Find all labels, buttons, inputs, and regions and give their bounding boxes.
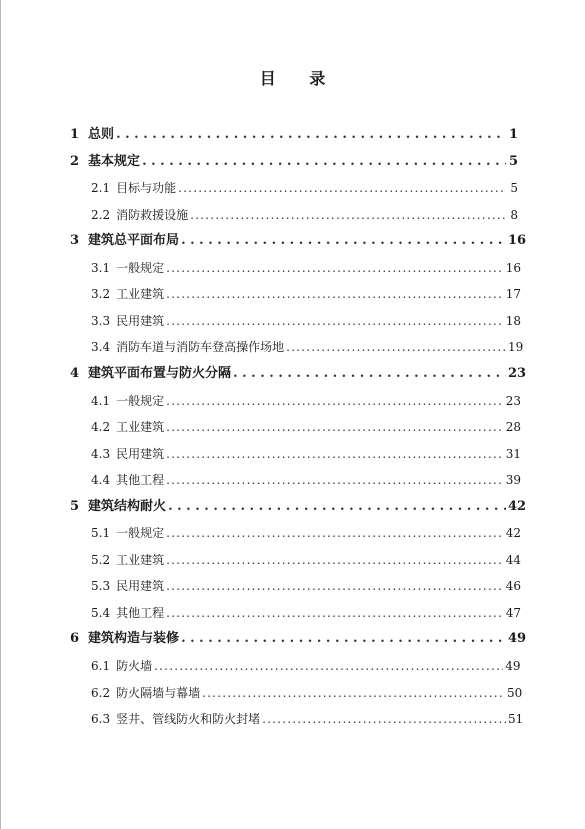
- dot-leader: [168, 497, 506, 517]
- entry-number: 4: [70, 365, 80, 381]
- entry-number: 5.3: [91, 579, 111, 594]
- entry-page-number: 49: [508, 631, 527, 647]
- toc-section-entry[interactable]: [91, 470, 521, 490]
- toc-section-entry[interactable]: [91, 523, 521, 543]
- entry-title: 防火隔墙与幕墙: [116, 685, 201, 700]
- toc-section-entry[interactable]: [91, 284, 521, 304]
- entry-page-number: 31: [505, 446, 521, 461]
- entry-number: 5.1: [91, 526, 111, 541]
- dot-leader: [233, 364, 506, 384]
- toc-title: 目 录: [259, 69, 340, 88]
- entry-title: 竖井、管线防火和防火封堵: [116, 712, 261, 727]
- dot-leader: [166, 576, 504, 596]
- dot-leader: [181, 231, 506, 251]
- dot-leader: [166, 311, 504, 331]
- entry-number: 3: [70, 233, 80, 249]
- entry-number: 4.3: [91, 446, 111, 461]
- entry-number: 4.2: [91, 420, 111, 435]
- entry-page-number: 23: [505, 393, 521, 408]
- entry-number: 1: [70, 127, 80, 142]
- dot-leader: [202, 683, 505, 703]
- entry-title: 消防救援设施: [116, 207, 189, 222]
- entry-number: 2.1: [91, 181, 111, 196]
- entry-page-number: 44: [505, 552, 521, 567]
- dot-leader: [154, 656, 503, 676]
- entry-title: 一般规定: [116, 526, 165, 541]
- entry-page-number: 5: [510, 181, 518, 196]
- dot-leader: [166, 470, 504, 490]
- entry-page-number: 51: [508, 712, 524, 727]
- entry-title: 民用建筑: [116, 313, 165, 328]
- toc-section-entry[interactable]: [91, 337, 524, 357]
- entry-page-number: 50: [506, 685, 523, 700]
- entry-number: 6: [70, 631, 80, 647]
- toc-section-entry[interactable]: [91, 311, 521, 331]
- entry-number: 3.3: [91, 313, 111, 328]
- entry-number: 2: [70, 153, 80, 169]
- toc-section-entry[interactable]: [91, 709, 524, 729]
- entry-page-number: 46: [505, 579, 521, 594]
- dot-leader: [166, 523, 504, 543]
- toc-chapter-entry[interactable]: [70, 364, 527, 384]
- entry-page-number: 18: [505, 313, 521, 328]
- entry-number: 4.1: [91, 393, 111, 408]
- toc-section-entry[interactable]: [91, 576, 521, 596]
- entry-title: 工业建筑: [116, 552, 165, 567]
- toc-section-entry[interactable]: [91, 417, 521, 437]
- entry-number: 6.3: [91, 712, 111, 727]
- entry-page-number: 49: [505, 659, 521, 673]
- entry-page-number: 17: [505, 287, 521, 302]
- toc-chapter-entry[interactable]: [70, 231, 527, 251]
- dot-leader: [286, 337, 506, 357]
- entry-number: 6.1: [91, 659, 111, 673]
- dot-leader: [166, 391, 504, 411]
- toc-section-entry[interactable]: [91, 205, 518, 225]
- entry-number: 5.2: [91, 552, 111, 567]
- entry-title: 目标与功能: [116, 181, 177, 196]
- entry-number: 3.4: [91, 340, 111, 355]
- entry-page-number: 8: [510, 207, 518, 222]
- entry-title: 基本规定: [88, 153, 141, 169]
- entry-number: 2.2: [91, 207, 111, 222]
- toc-section-entry[interactable]: [91, 258, 521, 278]
- entry-number: 5: [70, 498, 80, 514]
- dot-leader: [166, 284, 504, 304]
- toc-chapter-entry[interactable]: [70, 125, 518, 145]
- entry-page-number: 5: [508, 153, 518, 169]
- entry-page-number: 42: [505, 526, 521, 541]
- entry-number: 3.1: [91, 260, 111, 275]
- entry-page-number: 28: [505, 420, 521, 435]
- entry-page-number: 19: [508, 340, 524, 355]
- entry-page-number: 39: [505, 473, 521, 488]
- dot-leader: [166, 444, 504, 464]
- dot-leader: [178, 178, 506, 198]
- entry-title: 建筑结构耐火: [88, 498, 167, 514]
- entry-title: 民用建筑: [116, 446, 165, 461]
- entry-number: 3.2: [91, 287, 111, 302]
- entry-title: 其他工程: [116, 605, 165, 620]
- entry-title: 总则: [88, 127, 115, 142]
- dot-leader: [181, 629, 506, 649]
- toc-section-entry[interactable]: [91, 391, 521, 411]
- toc-section-entry[interactable]: [91, 178, 518, 198]
- entry-page-number: 42: [508, 498, 527, 514]
- entry-number: 5.4: [91, 605, 111, 620]
- toc-section-entry[interactable]: [91, 603, 521, 623]
- entry-title: 工业建筑: [116, 287, 165, 302]
- toc-chapter-entry[interactable]: [70, 629, 527, 649]
- toc-section-entry[interactable]: [91, 683, 523, 703]
- entry-title: 消防车道与消防车登高操作场地: [116, 340, 285, 355]
- dot-leader: [262, 709, 506, 729]
- dot-leader: [116, 125, 506, 145]
- entry-title: 建筑总平面布局: [88, 233, 180, 249]
- dot-leader: [142, 152, 506, 172]
- toc-section-entry[interactable]: [91, 656, 521, 676]
- entry-title: 防火墙: [116, 659, 153, 673]
- entry-title: 建筑平面布置与防火分隔: [88, 365, 232, 381]
- entry-number: 6.2: [91, 685, 111, 700]
- dot-leader: [166, 258, 504, 278]
- dot-leader: [190, 205, 506, 225]
- entry-page-number: 47: [505, 605, 521, 620]
- entry-title: 民用建筑: [116, 579, 165, 594]
- entry-title: 一般规定: [116, 393, 165, 408]
- entry-page-number: 16: [505, 260, 521, 275]
- entry-page-number: 16: [508, 233, 527, 249]
- toc-section-entry[interactable]: [91, 444, 521, 464]
- entry-title: 其他工程: [116, 473, 165, 488]
- entry-page-number: 1: [508, 127, 518, 142]
- toc-chapter-entry[interactable]: [70, 497, 527, 517]
- dot-leader: [166, 550, 504, 570]
- entry-title: 工业建筑: [116, 420, 165, 435]
- toc-section-entry[interactable]: [91, 550, 521, 570]
- entry-title: 建筑构造与装修: [88, 631, 180, 647]
- dot-leader: [166, 417, 504, 437]
- dot-leader: [166, 603, 504, 623]
- entry-number: 4.4: [91, 473, 111, 488]
- entry-page-number: 23: [508, 365, 527, 381]
- entry-title: 一般规定: [116, 260, 165, 275]
- toc-chapter-entry[interactable]: [70, 152, 518, 172]
